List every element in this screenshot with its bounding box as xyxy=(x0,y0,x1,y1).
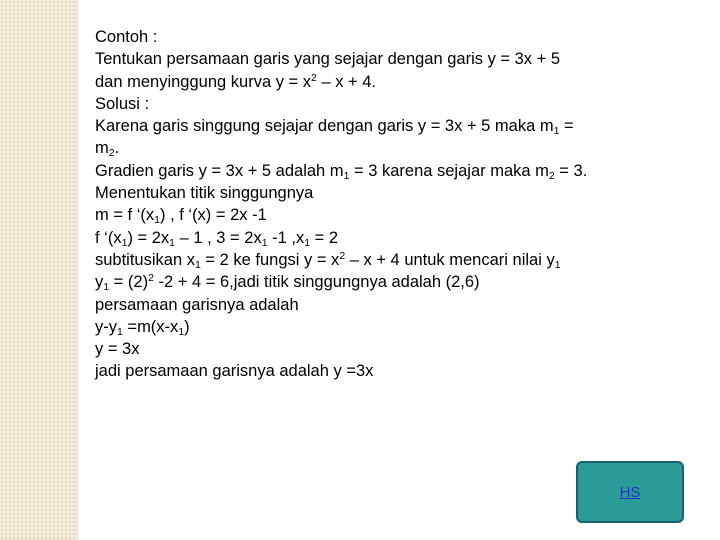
text-segment: m xyxy=(95,139,109,158)
text-segment: – x + 4 untuk mencari nilai y xyxy=(345,250,555,269)
hs-nav-button[interactable] xyxy=(576,461,684,523)
subscript: 1 xyxy=(304,236,311,249)
text-segment: -1 ,x xyxy=(267,228,305,247)
subscript: 1 xyxy=(121,236,128,249)
subscript: 1 xyxy=(343,169,350,182)
subscript: 1 xyxy=(554,258,561,271)
text-line-16: jadi persamaan garisnya adalah y =3x xyxy=(95,362,374,381)
text-line-5 xyxy=(95,115,710,137)
text-line-6 xyxy=(95,137,710,159)
text-segment: = 3 karena sejajar maka m xyxy=(349,161,549,180)
superscript: 2 xyxy=(148,272,154,285)
text-line-14 xyxy=(95,316,710,338)
text-line-15: y = 3x xyxy=(95,340,140,359)
subscript: 1 xyxy=(169,236,176,249)
text-line-12 xyxy=(95,271,710,293)
text-segment: . xyxy=(114,139,120,158)
text-segment: ) = 2x xyxy=(127,228,170,247)
text-line-13: persamaan garisnya adalah xyxy=(95,295,299,314)
text-segment: – x + 4. xyxy=(316,72,377,91)
subscript: 1 xyxy=(553,125,560,138)
text-segment: y-y xyxy=(95,317,117,336)
superscript: 2 xyxy=(311,71,317,84)
text-segment: ) , f ‘(x) = 2x -1 xyxy=(159,206,267,225)
text-segment: = 2 ke fungsi y = x xyxy=(200,250,340,269)
text-line-9 xyxy=(95,204,710,226)
subscript: 2 xyxy=(548,169,555,182)
subscript: 1 xyxy=(117,325,123,338)
text-segment: – 1 , 3 = 2x xyxy=(175,228,262,247)
text-segment: dan menyinggung kurva y = x xyxy=(95,72,312,91)
text-line-11 xyxy=(95,249,710,271)
text-segment: -2 + 4 = 6,jadi titik singgungnya adalah (2,6) xyxy=(153,273,480,292)
text-line-7 xyxy=(95,160,710,182)
text-segment: f ‘(x xyxy=(95,228,122,247)
text-segment: = (2) xyxy=(109,273,149,292)
text-segment: Gradien garis y = 3x + 5 adalah m xyxy=(95,161,344,180)
subscript: 2 xyxy=(108,147,115,160)
subscript: 1 xyxy=(178,325,185,338)
text-segment: = xyxy=(559,117,574,136)
slide-text xyxy=(95,26,710,383)
superscript: 2 xyxy=(339,249,346,262)
text-segment: ) xyxy=(184,317,190,336)
text-segment: m = f ‘(x xyxy=(95,206,155,225)
text-line-10 xyxy=(95,227,710,249)
hs-link[interactable]: HS xyxy=(619,483,641,501)
text-segment: =m(x-x xyxy=(122,317,179,336)
text-line-4: Solusi : xyxy=(95,94,150,113)
text-segment: = 2 xyxy=(310,228,339,247)
subscript: 1 xyxy=(261,236,268,249)
subscript: 1 xyxy=(103,281,110,294)
decorative-side-strip xyxy=(0,0,78,540)
subscript: 1 xyxy=(194,258,201,271)
text-line-2: Tentukan persamaan garis yang sejajar dengan garis y = 3x + 5 xyxy=(95,50,561,69)
subscript: 1 xyxy=(154,214,160,227)
text-line-8: Menentukan titik singgungnya xyxy=(95,184,314,203)
text-segment: Karena garis singgung sejajar dengan garis y = 3x + 5 maka m xyxy=(95,117,554,136)
text-line-3 xyxy=(95,71,710,93)
text-segment: subtitusikan x xyxy=(95,250,195,269)
text-line-1: Contoh : xyxy=(95,28,158,46)
text-segment: = 3. xyxy=(554,161,588,180)
text-segment: y xyxy=(95,273,104,292)
